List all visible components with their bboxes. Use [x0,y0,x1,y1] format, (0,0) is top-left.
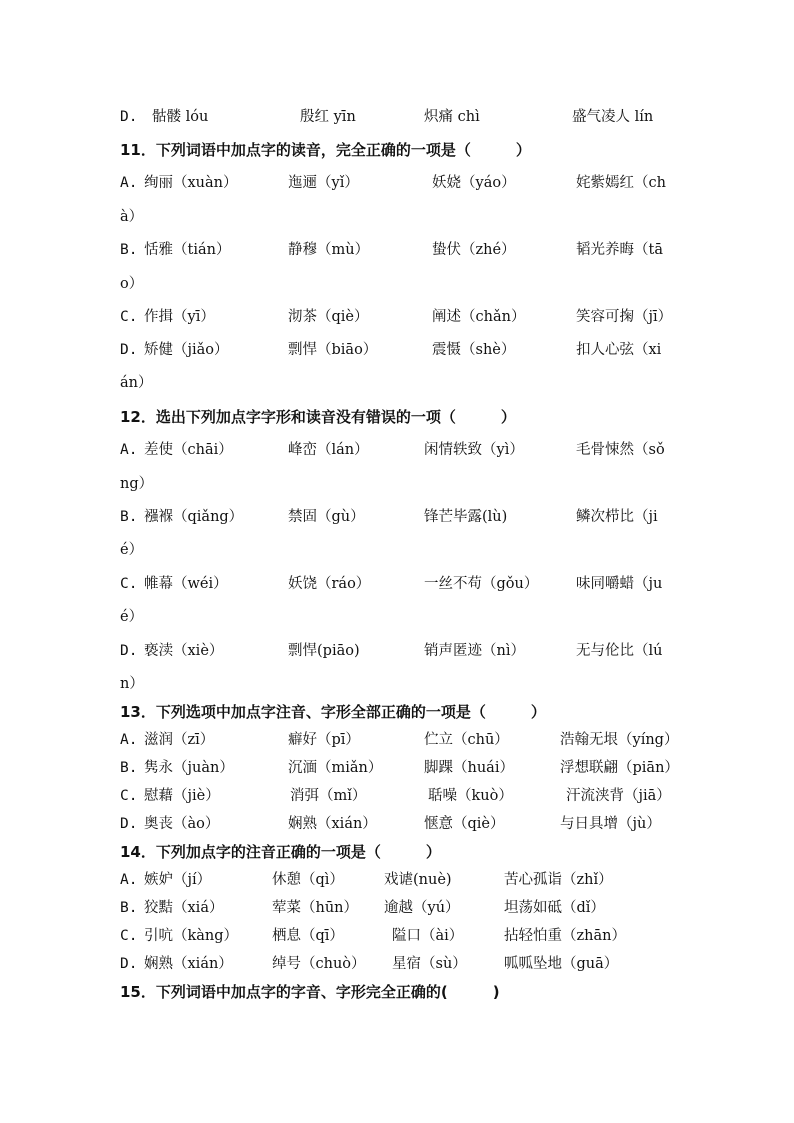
option-item: 绰号（chuò） [272,956,366,972]
option-row: A. 绚丽（xuàn） 迤逦（yǐ） 妖娆（yáo） 姹紫嫣红（ch [0,171,794,195]
option-row [0,105,794,129]
option-item: 鳞次栉比（ji [576,509,658,525]
option-item: 剽悍(piāo) [288,643,360,659]
option-row: C. 帷幕（wéi） 妖饶（ráo） 一丝不苟（gǒu） 味同嚼蜡（ju [0,572,794,596]
option-item: 亵渎（xiè） [144,643,224,659]
option-item: 狡黠（xiá） [144,900,224,916]
option-item: 沏茶（qiè） [288,309,369,325]
option-item: 荤菜（hūn） [272,900,359,916]
option-item: 骷髅 lóu [152,109,209,125]
option-item: 浮想联翩（piān） [560,760,679,776]
option-item: 无与伦比（lú [576,643,663,659]
option-item: 作揖（yī） [144,309,215,325]
option-item: 脚踝（huái） [424,760,514,776]
option-item: 星宿（sù） [392,956,467,972]
option-item: 慰藉（jiè） [144,788,220,804]
option-wrap: ng） [120,476,154,492]
option-item: 静穆（mù） [288,242,370,258]
option-item: 苦心孤诣（zhǐ） [504,872,613,888]
option-item: 味同嚼蜡（ju [576,576,663,592]
option-item: 与日具增（jù） [560,816,661,832]
option-item: 滋润（zī） [144,732,215,748]
option-item: 嫉妒（jí） [144,872,212,888]
option-item: 妖娆（yáo） [432,175,516,191]
option-row: D. 娴熟（xián） 绰号（chuò） 星宿（sù） 呱呱坠地（guā） [0,952,794,976]
option-item: 扣人心弦（xi [576,342,662,358]
option-wrap: o） [120,276,144,292]
option-row: D. 亵渎（xiè） 剽悍(piāo) 销声匿迹（nì） 无与伦比（lú [0,639,794,663]
option-wrap: án） [120,375,153,391]
option-item: 毛骨悚然（sǒ [576,442,665,458]
option-item: 襁褓（qiǎng） [144,509,244,525]
option-wrap: n） [120,676,144,692]
option-item: 姹紫嫣红（ch [576,175,666,191]
option-item: 娴熟（xián） [288,816,377,832]
option-item: 奥丧（ào） [144,816,220,832]
option-wrap: é） [120,542,144,558]
option-item: 娴熟（xián） [144,956,233,972]
option-item: 震慑（shè） [432,342,516,358]
option-item: 沉湎（miǎn） [288,760,383,776]
option-item: 隘口（ài） [392,928,464,944]
question-title: 14．下列加点字的注音正确的一项是（ ） [120,843,441,861]
option-item: 闲情轶致（yì） [424,442,524,458]
option-item: 消弭（mǐ） [290,788,367,804]
option-item: 癖好（pī） [288,732,360,748]
option-item: 笑容可掬（jī） [576,309,673,325]
option-item: 聒噪（kuò） [428,788,513,804]
option-item: 矫健（jiǎo） [144,342,229,358]
option-item: 逾越（yú） [384,900,460,916]
option-row: D. 矫健（jiǎo） 剽悍（biāo） 震慑（shè） 扣人心弦（xi [0,338,794,362]
option-item: 峰峦（lán） [288,442,369,458]
option-row: A. 差使（chāi） 峰峦（lán） 闲情轶致（yì） 毛骨悚然（sǒ [0,438,794,462]
option-row: B. 襁褓（qiǎng） 禁固（gù） 锋芒毕露(lù) 鳞次栉比（ji [0,505,794,529]
option-row: B. 隽永（juàn） 沉湎（miǎn） 脚踝（huái） 浮想联翩（piān） [0,756,794,780]
option-item: 引吭（kàng） [144,928,239,944]
option-item: 帷幕（wéi） [144,576,228,592]
question-title: 11．下列词语中加点字的读音，完全正确的一项是（ ） [120,141,531,159]
option-item: 一丝不苟（gǒu） [424,576,539,592]
option-item: 坦荡如砥（dǐ） [504,900,605,916]
option-item: 差使（chāi） [144,442,233,458]
option-row: C. 引吭（kàng） 栖息（qī） 隘口（ài） 拈轻怕重（zhān） [0,924,794,948]
option-item: 迤逦（yǐ） [288,175,359,191]
option-row: C. 作揖（yī） 沏茶（qiè） 阐述（chǎn） 笑容可掬（jī） [0,305,794,329]
option-row: A. 嫉妒（jí） 休憩（qì） 戏谑(nuè) 苦心孤诣（zhǐ） [0,868,794,892]
option-item: 绚丽（xuàn） [144,175,238,191]
option-row: C. 慰藉（jiè） 消弭（mǐ） 聒噪（kuò） 汗流浃背（jiā） [0,784,794,808]
option-row: A. 滋润（zī） 癖好（pī） 伫立（chū） 浩翰无垠（yíng） [0,728,794,752]
option-item: 锋芒毕露(lù) [424,509,508,525]
option-item: 阐述（chǎn） [432,309,526,325]
option-item: 恬雅（tián） [144,242,231,258]
option-item: 栖息（qī） [272,928,344,944]
option-item: 汗流浃背（jiā） [566,788,671,804]
option-row: D. 奥丧（ào） 娴熟（xián） 惬意（qiè） 与日具增（jù） [0,812,794,836]
option-item: 韬光养晦（tā [576,242,663,258]
option-wrap: é） [120,609,144,625]
question-title: 12．选出下列加点字字形和读音没有错误的一项（ ） [120,408,516,426]
option-item: 蛰伏（zhé） [432,242,516,258]
option-item: 炽痛 chì [424,109,480,125]
option-item: 浩翰无垠（yíng） [560,732,679,748]
option-item: 伫立（chū） [424,732,509,748]
option-item: 休憩（qì） [272,872,344,888]
option-item: 销声匿迹（nì） [424,643,525,659]
option-item: 隽永（juàn） [144,760,234,776]
option-label: D. [120,109,138,125]
option-item: 惬意（qiè） [424,816,505,832]
option-item: 呱呱坠地（guā） [504,956,619,972]
option-row: B. 狡黠（xiá） 荤菜（hūn） 逾越（yú） 坦荡如砥（dǐ） [0,896,794,920]
option-item: 盛气凌人 lín [572,109,654,125]
option-row: B. 恬雅（tián） 静穆（mù） 蛰伏（zhé） 韬光养晦（tā [0,238,794,262]
option-item: 戏谑(nuè) [384,872,452,888]
option-item: 剽悍（biāo） [288,342,378,358]
option-item: 禁固（gù） [288,509,365,525]
option-wrap: à） [120,209,144,225]
option-item: 妖饶（ráo） [288,576,371,592]
option-item: 殷红 yīn [300,109,356,125]
question-title: 15．下列词语中加点字的字音、字形完全正确的( ) [120,983,500,1001]
option-item: 拈轻怕重（zhān） [504,928,626,944]
question-title: 13．下列选项中加点字注音、字形全部正确的一项是（ ） [120,703,546,721]
